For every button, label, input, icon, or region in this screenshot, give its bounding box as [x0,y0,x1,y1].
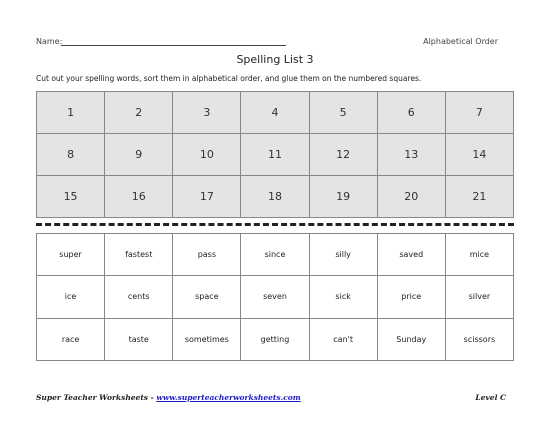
footer-brand: Super Teacher Worksheets [36,393,149,402]
instructions: Cut out your spelling words, sort them in alphabetical order, and glue them on the numbered squares. [36,74,422,83]
number-square: 20 [378,176,446,218]
footer-site-link[interactable]: www.superteacherworksheets.com [156,393,301,402]
page-title: Spelling List 3 [236,53,314,66]
number-square: 9 [105,134,173,176]
word-card: silver [446,276,514,318]
number-square: 21 [446,176,514,218]
number-square: 10 [173,134,241,176]
topic-label: Alphabetical Order [423,37,498,46]
word-card: race [37,319,105,361]
number-square: 11 [241,134,309,176]
number-square: 16 [105,176,173,218]
number-square: 8 [37,134,105,176]
word-card: Sunday [378,319,446,361]
word-card: space [173,276,241,318]
numbered-squares-grid [36,91,514,218]
number-square: 12 [310,134,378,176]
number-square: 19 [310,176,378,218]
number-square: 4 [241,92,309,134]
number-square: 15 [37,176,105,218]
number-square: 2 [105,92,173,134]
word-card: taste [105,319,173,361]
number-square: 3 [173,92,241,134]
word-card: saved [378,234,446,276]
word-card: fastest [105,234,173,276]
number-square: 7 [446,92,514,134]
word-card: getting [241,319,309,361]
word-card: mice [446,234,514,276]
footer-separator: - [148,393,157,402]
number-square: 5 [310,92,378,134]
number-square: 13 [378,134,446,176]
word-card: can't [310,319,378,361]
word-card: sick [310,276,378,318]
word-card: seven [241,276,309,318]
cut-line [36,223,514,226]
word-card: cents [105,276,173,318]
number-square: 1 [37,92,105,134]
number-square: 14 [446,134,514,176]
word-card: pass [173,234,241,276]
word-cards-grid [36,233,514,361]
footer-level: Level C [475,393,506,402]
name-line [61,45,286,46]
word-card: sometimes [173,319,241,361]
number-square: 17 [173,176,241,218]
word-card: super [37,234,105,276]
footer-credit [36,393,301,402]
number-square: 6 [378,92,446,134]
word-card: scissors [446,319,514,361]
word-card: since [241,234,309,276]
header-row [36,37,498,49]
word-card: price [378,276,446,318]
name-label: Name: [36,37,63,46]
word-card: silly [310,234,378,276]
word-card: ice [37,276,105,318]
number-square: 18 [241,176,309,218]
